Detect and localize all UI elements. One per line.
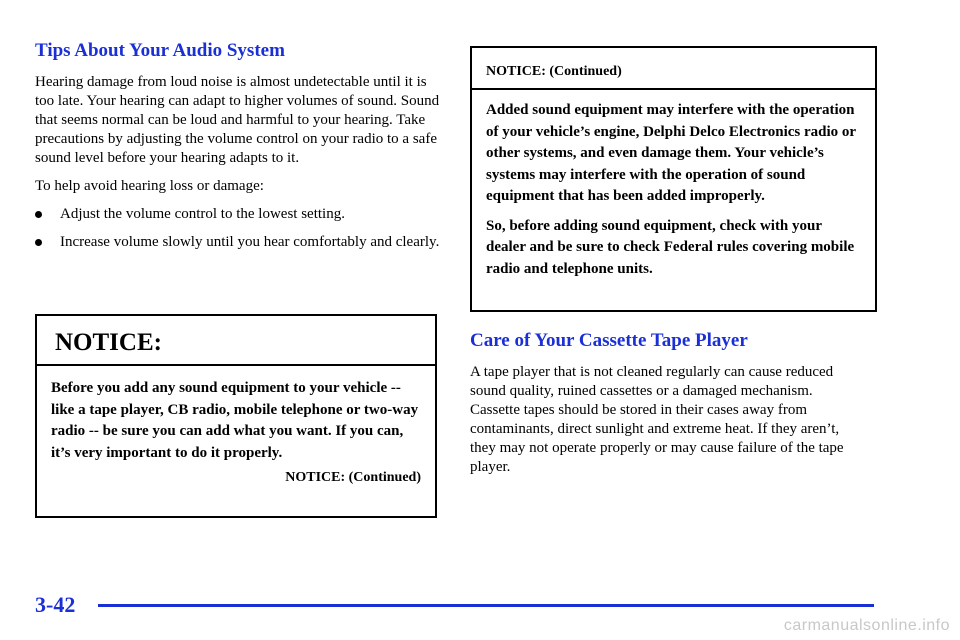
notice-continued-paragraph-1: Added sound equipment may interfere with the operation of your vehicle’s engine, Delphi Delco Electronics radio or other systems, and even damage them. Your vehicle’s systems may interfere with the operation of sound equipment that has been added improperly. — [486, 102, 856, 204]
notice-continued-content — [472, 90, 875, 280]
bullet-icon — [35, 211, 42, 218]
audio-intro-paragraph: Hearing damage from loud noise is almost undetectable until it is too late. Your hearing can adapt to higher volumes of sound. Sound that seems normal can be loud and harmful to your hearing. Take precautions by adjusting the volume control on your radio to a safe sound level before your hearing adapts to it. — [35, 73, 440, 166]
notice-continued-box — [470, 46, 877, 312]
notice-continued-heading: NOTICE: (Continued) — [472, 48, 875, 90]
list-item — [35, 205, 441, 224]
bullet-icon — [35, 239, 42, 246]
audio-bullet-list — [35, 205, 441, 252]
cassette-section-title: Care of Your Cassette Tape Player — [470, 330, 748, 351]
list-item — [35, 233, 441, 252]
cassette-paragraph: A tape player that is not cleaned regularly can cause reduced sound quality, ruined cassettes or a damaged mechanism. Cassette tapes should be stored in their cases away from contaminants, direct sunlight and extreme heat. If they aren’t, they may not operate properly or may cause failure of the tape player. — [470, 363, 844, 475]
audio-lead-paragraph: To help avoid hearing loss or damage: — [35, 177, 264, 194]
bullet-text: Adjust the volume control to the lowest setting. — [60, 205, 345, 222]
footer-divider — [98, 604, 874, 607]
audio-section-title: Tips About Your Audio System — [35, 40, 285, 61]
audio-section — [35, 40, 441, 261]
notice-box — [35, 314, 437, 518]
page-number: 3-42 — [35, 592, 76, 617]
notice-continued-paragraph-2: So, before adding sound equipment, check with your dealer and be sure to check Federal rules covering mobile radio and telephone units. — [486, 217, 855, 277]
cassette-section — [470, 330, 850, 486]
notice-text: Before you add any sound equipment to your vehicle -- like a tape player, CB radio, mobile telephone or two-way radio -- be sure you can add what you want. If you can, it’s very important to do it properly. — [51, 380, 419, 461]
notice-heading: NOTICE: — [37, 316, 435, 366]
watermark: carmanualsonline.info — [783, 617, 950, 634]
notice-content — [37, 366, 435, 489]
bullet-text: Increase volume slowly until you hear comfortably and clearly. — [60, 233, 440, 250]
notice-continued-label: NOTICE: (Continued) — [285, 470, 421, 485]
